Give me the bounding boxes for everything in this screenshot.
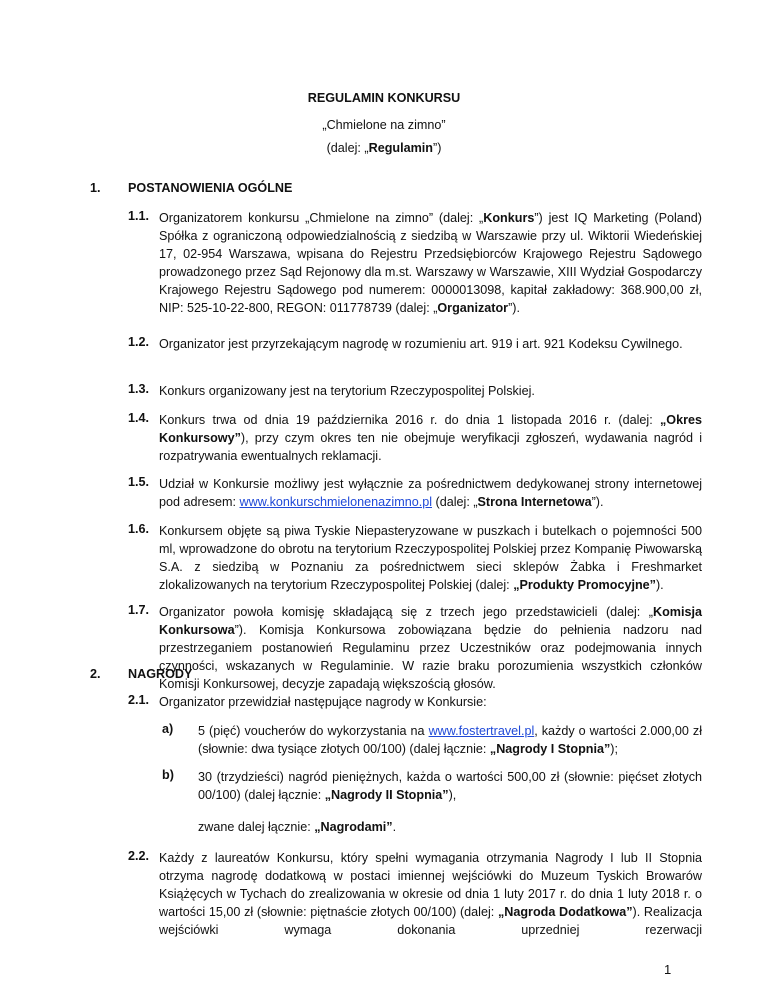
clause-2-1: 2.1. Organizator przewidział następujące nagrody w Konkursie: — [128, 693, 487, 709]
clause-2-2: 2.2. Każdy z laureatów Konkursu, który spełni wymagania otrzymania Nagrody I lub II Stopnia otrzyma nagrodę dodatkową w postaci imiennej wejściówki do Muzeum Tyskich Browarów Książęcych w Tychach do zrealizowania w okresie od dnia 1 luty 2017 r. do dnia 1 luty 2018 r. o wartości 15,00 zł (słownie: piętnaście złotych 00/100) (dalej: „Nagroda Dodatkowa”). Realizacja wejściówki wymaga dokonania uprzedniej rezerwacji — [128, 849, 702, 937]
section-2-number: 2. — [90, 667, 101, 681]
document-title: REGULAMIN KONKURSU — [307, 91, 461, 105]
clause-1-5: 1.5. Udział w Konkursie możliwy jest wyłącznie za pośrednictwem dedykowanej strony internetowej pod adresem: www.konkurschmielonenazimno.pl (dalej: „Strona Internetowa”). — [128, 475, 702, 509]
clause-1-3: 1.3. Konkurs organizowany jest na terytorium Rzeczypospolitej Polskiej. — [128, 382, 535, 398]
page-number: 1 — [664, 962, 672, 977]
section-1-number: 1. — [90, 181, 101, 195]
section-2-title: NAGRODY — [128, 667, 193, 681]
clause-1-7: 1.7. Organizator powoła komisję składającą się z trzech jego przedstawicieli (dalej: „Komisja Konkursowa”). Komisja Konkursowa zobowiązana będzie do pełnienia nadzoru nad przestrzeganiem postanowień Regulaminu przez Uczestników oraz podejmowania innych czynności, wskazanych w Regulaminie. W razie braku porozumienia wszystkich członków Komisji Konkursowej, decyzje zapadają większością głosów. — [128, 603, 702, 691]
clause-1-6: 1.6. Konkursem objęte są piwa Tyskie Niepasteryzowane w puszkach i butelkach o pojemności 500 ml, wprowadzone do obrotu na terytorium Rzeczypospolitej Polskiej przez Kompanię Piwowarską S.A. z siedzibą w Poznaniu za pośrednictwem sieci sklepów Żabka i Freshmarket zlokalizowanych na terytorium Rzeczypospolitej Polskiej (dalej: „Produkty Promocyjne”). — [128, 522, 702, 592]
document-short-name: (dalej: „Regulamin”) — [326, 141, 442, 155]
document-subtitle: „Chmielone na zimno” — [322, 118, 446, 132]
contest-website-link[interactable]: www.konkurschmielonenazimno.pl — [239, 495, 433, 509]
prizes-collective-name: zwane dalej łącznie: „Nagrodami”. — [198, 820, 397, 834]
clause-1-4: 1.4. Konkurs trwa od dnia 19 października 2016 r. do dnia 1 listopada 2016 r. (dalej: „Okres Konkursowy”), przy czym okres ten nie obejmuje weryfikacji zgłoszeń, wydawania nagród i rozpatrywania ewentualnych reklamacji. — [128, 411, 702, 463]
clause-1-2: 1.2. Organizator jest przyrzekającym nagrodę w rozumieniu art. 919 i art. 921 Kodeksu Cywilnego. — [128, 335, 683, 351]
fostertravel-link[interactable]: www.fostertravel.pl — [428, 724, 535, 738]
prize-item-a: a) 5 (pięć) voucherów do wykorzystania na www.fostertravel.pl, każdy o wartości 2.000,00 zł (słownie: dwa tysiące złotych 00/100) (dalej łącznie: „Nagrody I Stopnia”); — [162, 722, 703, 756]
prize-item-b: b) 30 (trzydzieści) nagród pieniężnych, każda o wartości 500,00 zł (słownie: pięćset złotych 00/100) (dalej łącznie: „Nagrody II Stopnia”), — [162, 768, 702, 802]
section-1-title: POSTANOWIENIA OGÓLNE — [128, 181, 293, 195]
clause-1-1: 1.1. Organizatorem konkursu „Chmielone na zimno” (dalej: „Konkurs”) jest IQ Marketing (Poland) Spółka z ograniczoną odpowiedzialnością z siedzibą w Warszawie przy ul. Wiktorii Wiedeńskiej 17, 02-954 Warszawa, wpisana do Rejestru Przedsiębiorców Krajowego Rejestru Sądowego prowadzonego przez Sąd Rejonowy dla m.st. Warszawy w Warszawie, XIII Wydział Gospodarczy Krajowego Rejestru Sądowego pod numerem: 0000013098, kapitał zakładowy: 368.900,00 zł, NIP: 525-10-22-800, REGON: 011778739 (dalej: „Organizator”). — [128, 209, 702, 315]
